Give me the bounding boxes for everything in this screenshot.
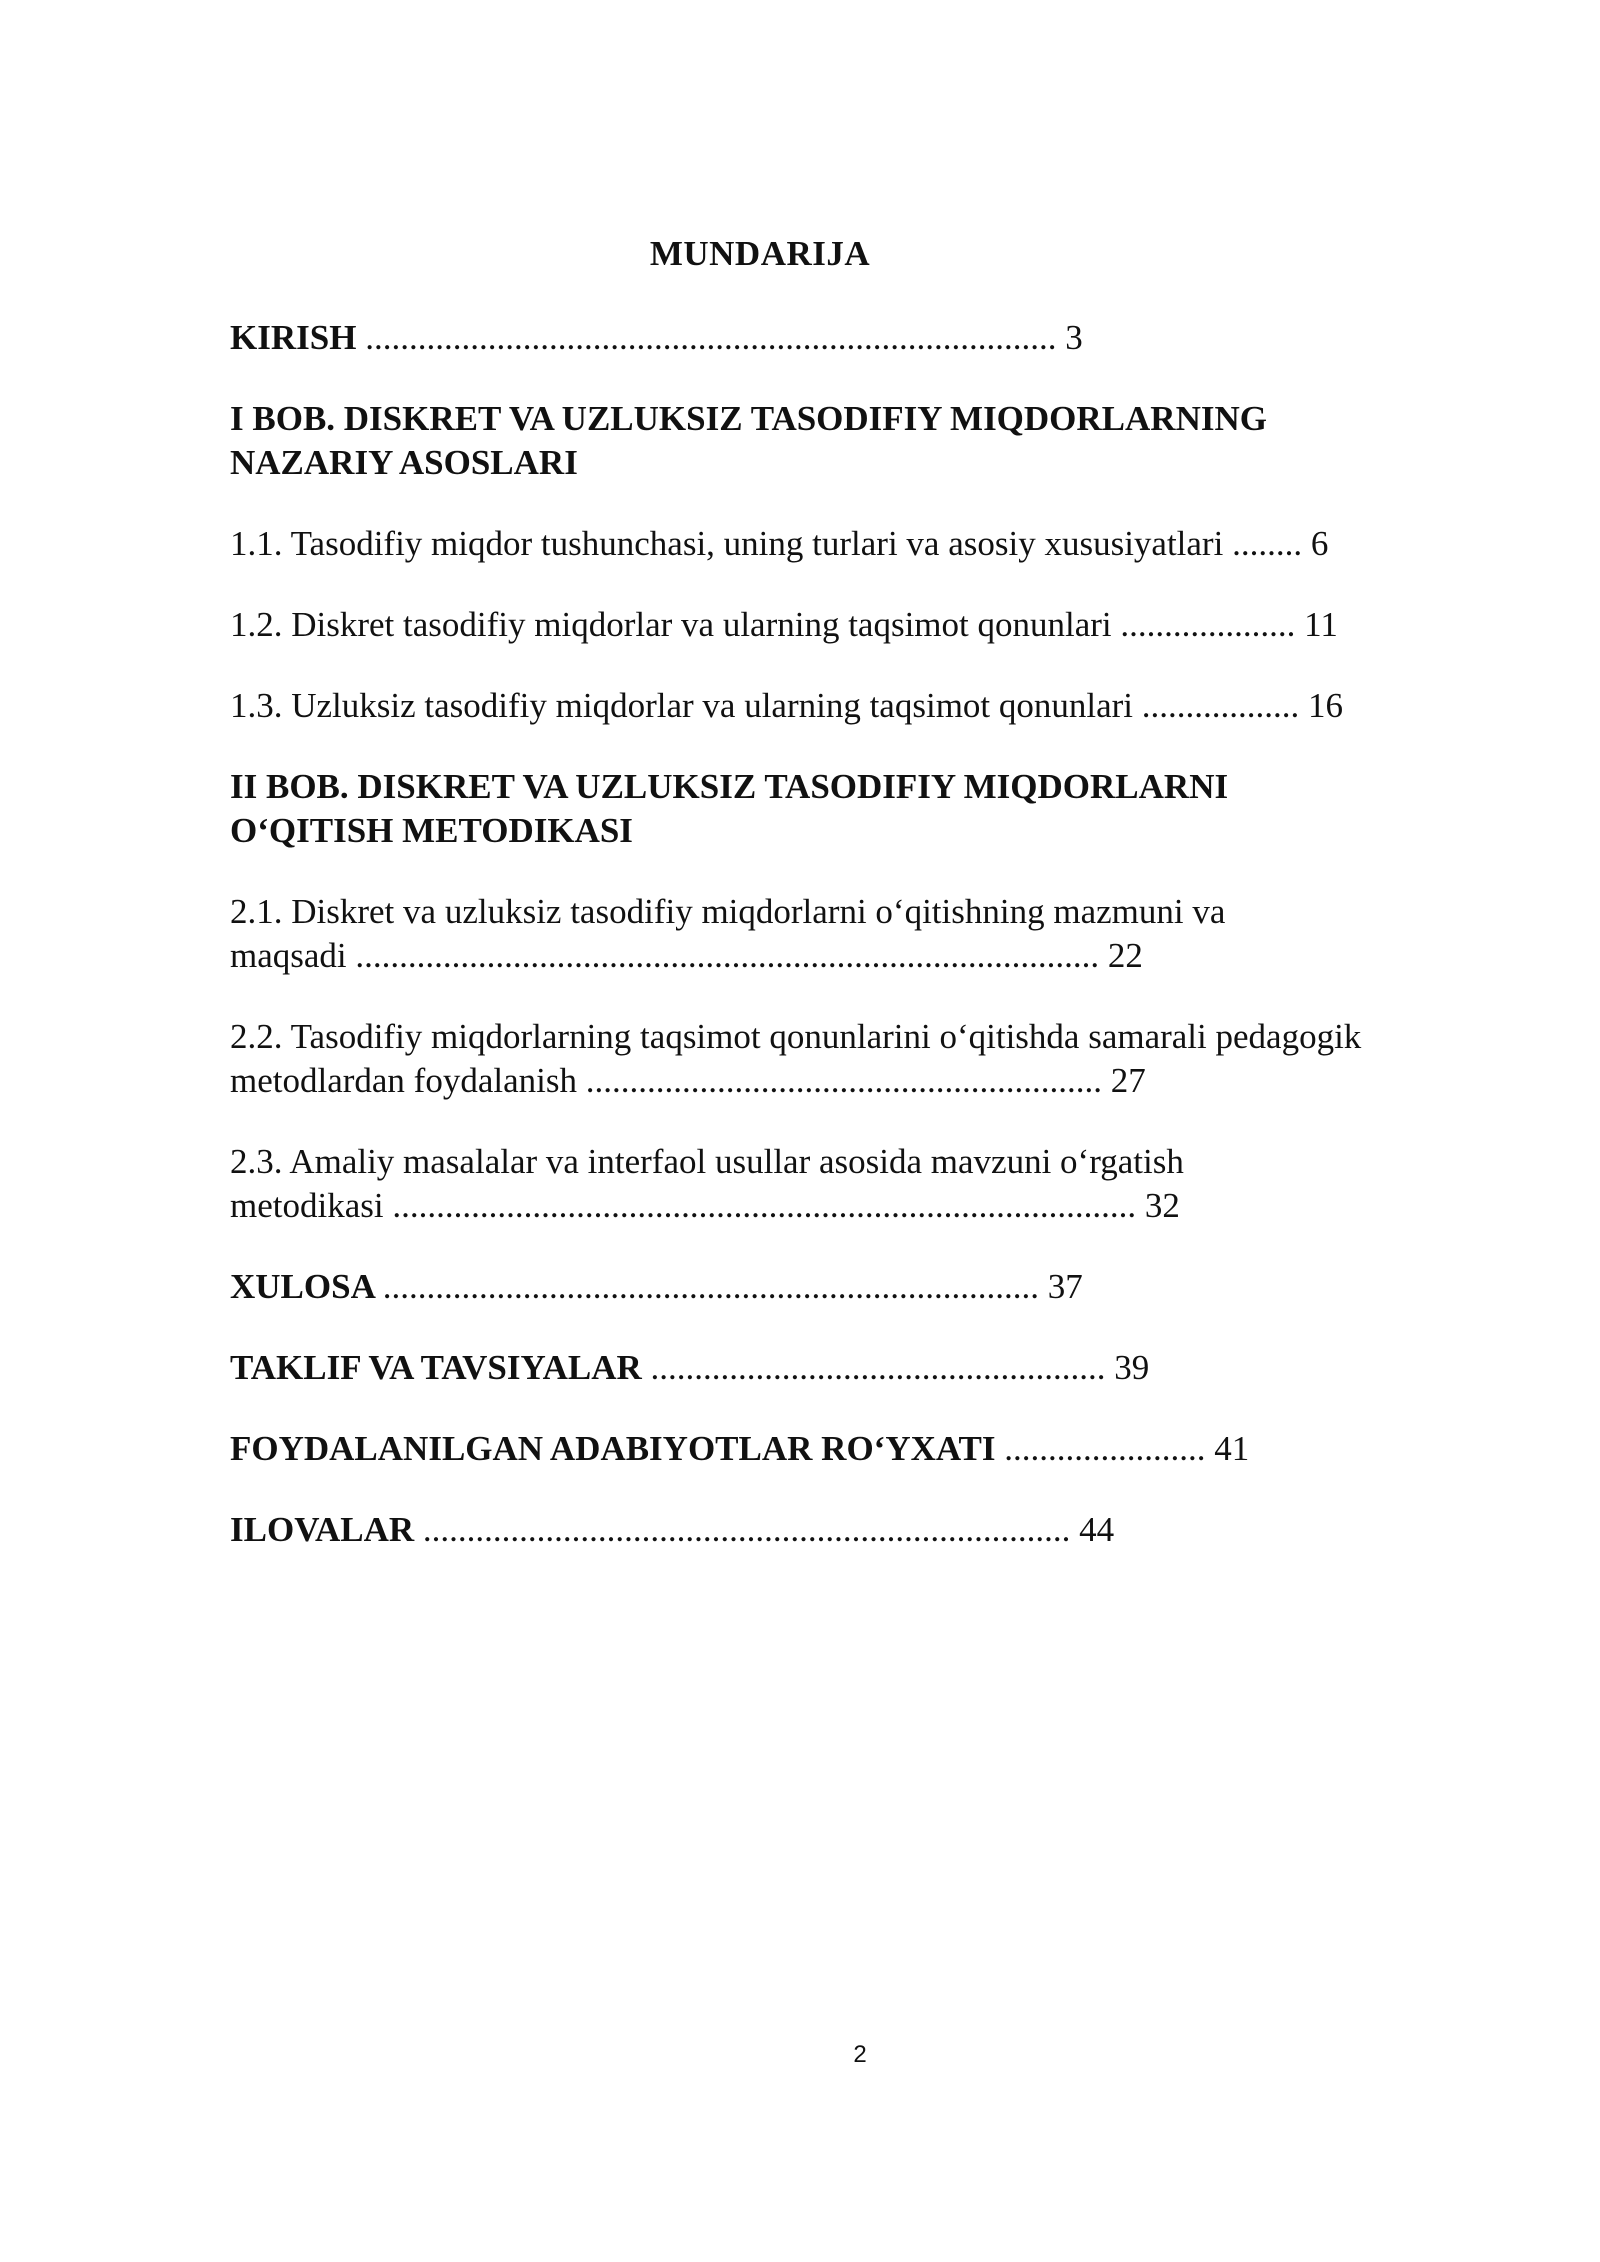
toc-title: MUNDARIJA [649, 234, 871, 273]
page-ref: 16 [1308, 686, 1344, 725]
toc-entry-xulosa [230, 1265, 1083, 1309]
chapter-2-heading-line-2: O‘QITISH METODIKASI [230, 811, 633, 850]
entry-label: TAKLIF VA TAVSIYALAR [230, 1348, 642, 1387]
page-ref: 39 [1114, 1348, 1150, 1387]
toc-entry-kirish [230, 316, 1083, 360]
toc-entry-taklif [230, 1346, 1149, 1390]
toc-entry-ilovalar [230, 1508, 1114, 1552]
leader-dots: ........................................................................... [382, 1267, 1039, 1306]
leader-dots: .................................................... [650, 1348, 1106, 1387]
entry-label: FOYDALANILGAN ADABIYOTLAR RO‘YXATI [230, 1429, 996, 1468]
page-number: 2 [853, 2041, 867, 2068]
page-ref: 22 [1107, 936, 1143, 975]
leader-dots: .................... [1120, 605, 1296, 644]
entry-label: XULOSA [230, 1267, 374, 1306]
page-ref: 37 [1047, 1267, 1083, 1306]
leader-dots: ........ [1232, 524, 1303, 563]
toc-entry-2-2-line-1: 2.2. Tasodifiy miqdorlarning taqsimot qonunlarini o‘qitishda samarali pedagogik [230, 1017, 1362, 1056]
entry-label: metodlardan foydalanish [230, 1061, 577, 1100]
entry-label: 1.3. Uzluksiz tasodifiy miqdorlar va ularning taqsimot qonunlari [230, 686, 1134, 725]
leader-dots: ..................................................................................... [392, 1186, 1137, 1225]
toc-entry-1-1 [230, 522, 1328, 566]
entry-label: ILOVALAR [230, 1510, 415, 1549]
leader-dots: ........................................................... [585, 1061, 1102, 1100]
toc-entry-2-2-line-2 [230, 1059, 1146, 1103]
leader-dots: ..................................................................................... [355, 936, 1100, 975]
page-ref: 44 [1079, 1510, 1115, 1549]
page-ref: 41 [1214, 1429, 1250, 1468]
leader-dots: ............................................................................... [365, 318, 1057, 357]
chapter-1-heading-line-2: NAZARIY ASOSLARI [230, 443, 578, 482]
entry-label: maqsadi [230, 936, 347, 975]
chapter-2-heading-line-1: II BOB. DISKRET VA UZLUKSIZ TASODIFIY MIQDORLARNI [230, 767, 1229, 806]
toc-entry-2-3-line-1: 2.3. Amaliy masalalar va interfaol usullar asosida mavzuni o‘rgatish [230, 1142, 1184, 1181]
toc-entry-2-1-line-2 [230, 934, 1143, 978]
toc-entry-1-2 [230, 603, 1338, 647]
entry-label: metodikasi [230, 1186, 384, 1225]
page-ref: 27 [1110, 1061, 1146, 1100]
toc-entry-adabiyotlar [230, 1427, 1249, 1471]
leader-dots: .......................................................................... [422, 1510, 1071, 1549]
chapter-1-heading-line-1: I BOB. DISKRET VA UZLUKSIZ TASODIFIY MIQDORLARNING [230, 399, 1267, 438]
toc-entry-2-1-line-1: 2.1. Diskret va uzluksiz tasodifiy miqdorlarni o‘qitishning mazmuni va [230, 892, 1226, 931]
toc-entry-2-3-line-2 [230, 1184, 1180, 1228]
leader-dots: ....................... [1004, 1429, 1206, 1468]
leader-dots: .................. [1141, 686, 1300, 725]
page-ref: 11 [1304, 605, 1338, 644]
page-ref: 32 [1144, 1186, 1180, 1225]
toc-entry-1-3 [230, 684, 1343, 728]
entry-label: 1.2. Diskret tasodifiy miqdorlar va ularning taqsimot qonunlari [230, 605, 1112, 644]
entry-label: KIRISH [230, 318, 357, 357]
page-ref: 6 [1310, 524, 1329, 563]
page-ref: 3 [1065, 318, 1083, 357]
entry-label: 1.1. Tasodifiy miqdor tushunchasi, uning turlari va asosiy xususiyatlari [230, 524, 1224, 563]
